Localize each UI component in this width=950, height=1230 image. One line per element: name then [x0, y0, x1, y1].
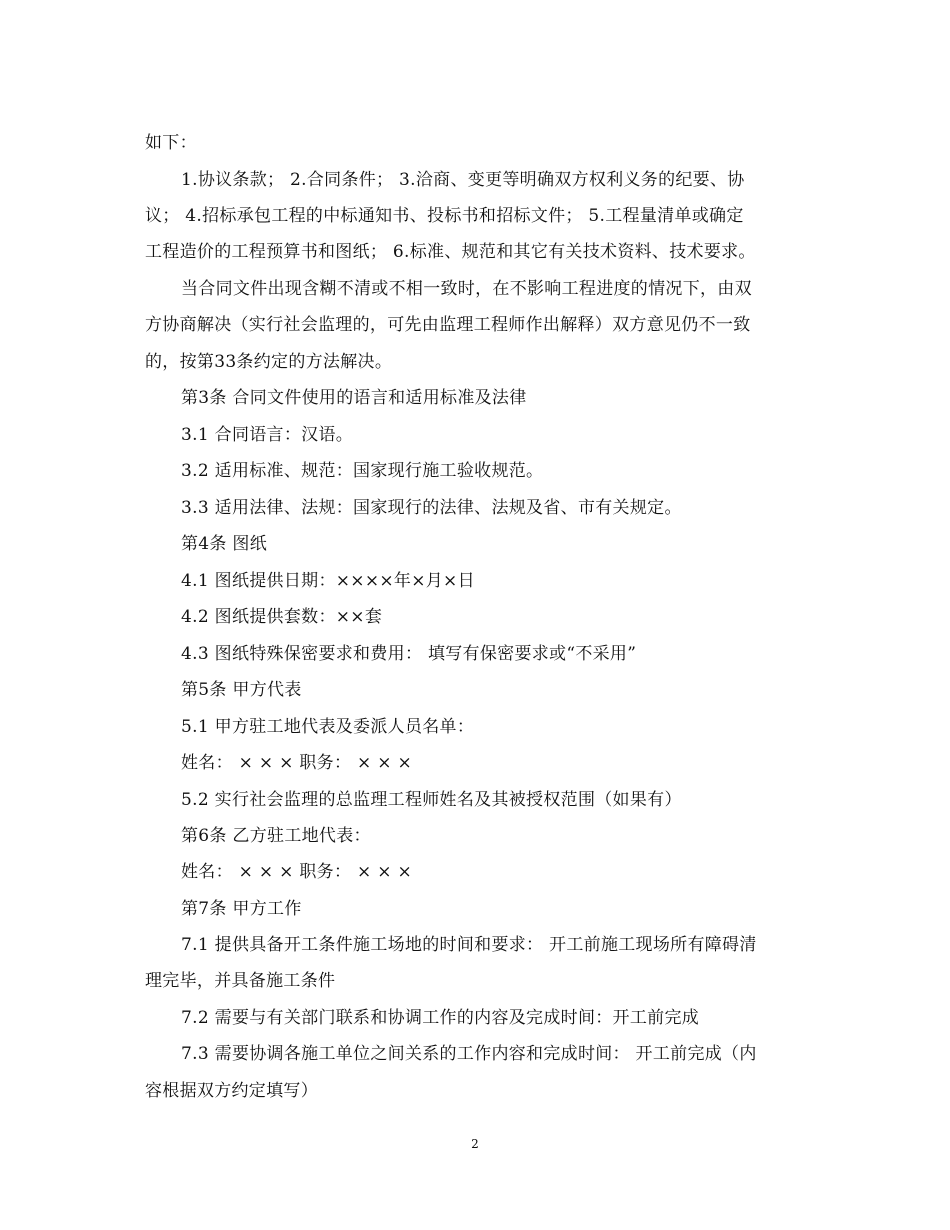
text-line: 第4条 图纸 [181, 534, 268, 554]
text-line: 当合同文件出现含糊不清或不相一致时，在不影响工程进度的情况下，由双 [181, 279, 752, 299]
text-line: 的，按第33条约定的方法解决。 [145, 352, 393, 372]
text-line: 姓名： × × × 职务： × × × [181, 753, 412, 773]
text-line: 3.1 合同语言：汉语。 [181, 425, 354, 445]
text-line: 第5条 甲方代表 [181, 680, 302, 700]
text-line: 方协商解决（实行社会监理的，可先由监理工程师作出解释）双方意见仍不一致 [145, 315, 751, 335]
page-number: 2 [471, 1137, 479, 1151]
text-line: 7.1 提供具备开工条件施工场地的时间和要求： 开工前施工现场所有障碍清 [181, 935, 757, 955]
text-line: 3.3 适用法律、法规：国家现行的法律、法规及省、市有关规定。 [181, 498, 682, 518]
text-line: 5.2 实行社会监理的总监理工程师姓名及其被授权范围（如果有） [181, 790, 682, 810]
text-line: 工程造价的工程预算书和图纸； 6.标准、规范和其它有关技术资料、技术要求。 [145, 242, 756, 262]
text-line: 7.2 需要与有关部门联系和协调工作的内容及完成时间：开工前完成 [181, 1008, 700, 1028]
text-line: 3.2 适用标准、规范：国家现行施工验收规范。 [181, 461, 544, 481]
text-line: 4.1 图纸提供日期：××××年×月×日 [181, 571, 475, 591]
text-line: 4.3 图纸特殊保密要求和费用： 填写有保密要求或“不采用” [181, 644, 637, 664]
text-line: 4.2 图纸提供套数：××套 [181, 607, 383, 627]
text-line: 理完毕，并具备施工条件 [145, 971, 336, 991]
text-line: 第6条 乙方驻工地代表： [181, 826, 371, 846]
text-line: 第3条 合同文件使用的语言和适用标准及法律 [181, 388, 527, 408]
text-line: 第7条 甲方工作 [181, 899, 302, 919]
text-line: 姓名： × × × 职务： × × × [181, 862, 412, 882]
text-line: 如下： [145, 133, 197, 153]
text-line: 容根据双方约定填写） [145, 1081, 318, 1101]
text-line: 议； 4.招标承包工程的中标通知书、投标书和招标文件； 5.工程量清单或确定 [145, 206, 744, 226]
text-line: 1.协议条款； 2.合同条件； 3.洽商、变更等明确双方权利义务的纪要、协 [181, 170, 745, 190]
text-line: 5.1 甲方驻工地代表及委派人员名单： [181, 717, 475, 737]
text-line: 7.3 需要协调各施工单位之间关系的工作内容和完成时间： 开工前完成（内 [181, 1044, 757, 1064]
